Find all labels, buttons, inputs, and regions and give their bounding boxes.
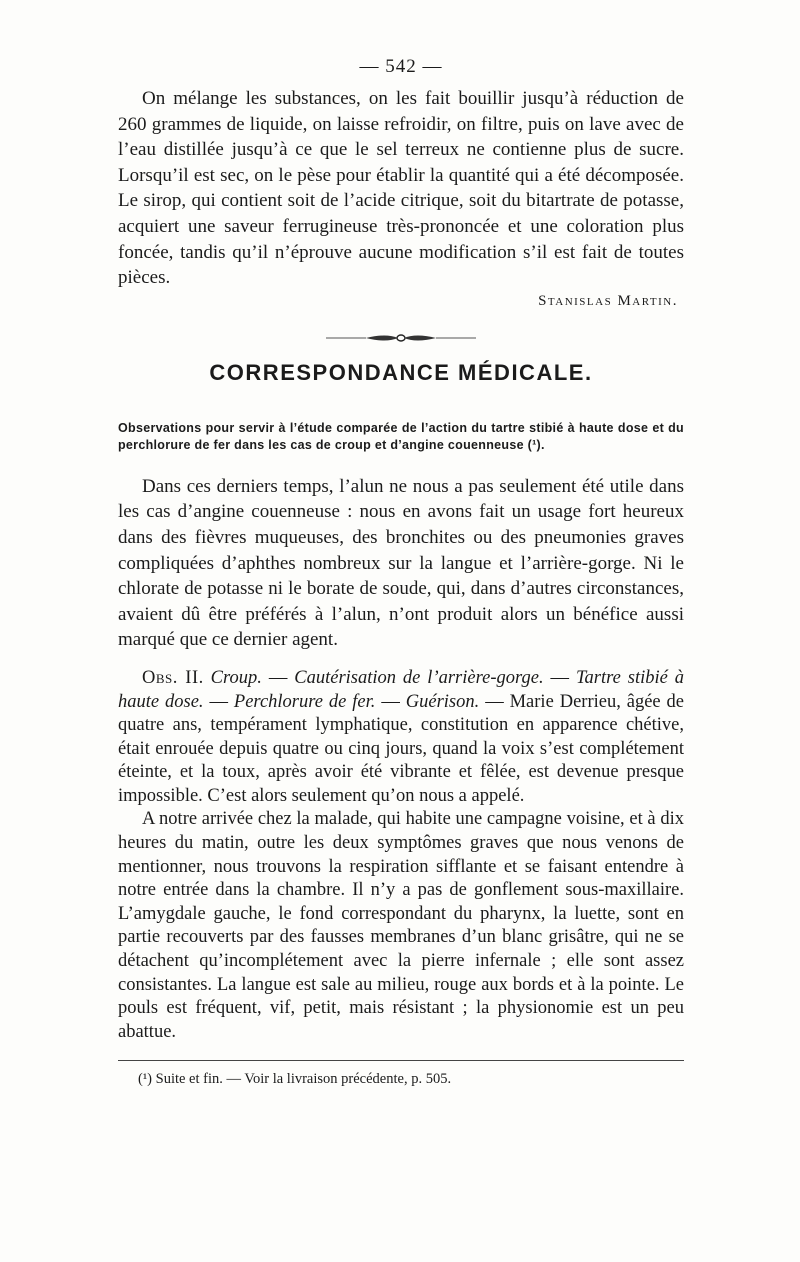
observation-title-tartre: Tartre stibié à haute dose.	[118, 667, 685, 712]
footnote: (¹) Suite et fin. — Voir la livraison précédente, p. 505.	[138, 1071, 452, 1088]
observation-label: Obs. II.	[142, 667, 204, 688]
observation-paragraph	[118, 667, 684, 809]
document-page	[118, 56, 684, 1088]
ornament-divider-icon	[118, 330, 684, 346]
section-title: CORRESPONDANCE MÉDICALE.	[209, 359, 593, 385]
article-subheading	[118, 420, 684, 454]
observation-title-croup: Croup.	[210, 667, 262, 688]
footnote-mark: (¹).	[527, 437, 545, 452]
body-paragraph: Dans ces derniers temps, l’alun ne nous a pas seulement été utile dans les cas d’angine couenneuse : nous en avons fait un usage fort heureux dans des fièvres muqueuses, des bronchites ou des pneumonies graves compliquées d’aphthes nombreux sur la langue et l’arrière-gorge. Ni le chlorate de potasse ni le borate de soude, qui, dans d’autres circonstances, avaient dû être préférés à l’alun, n’ont produit alors un bénéfice aussi marqué que ce dernier agent.	[118, 475, 684, 651]
dash: —	[261, 667, 295, 688]
author-signature: Stanislas Martin.	[538, 292, 678, 309]
observation-title-perchlorure: Perchlorure de fer.	[233, 691, 376, 712]
observation-paragraph-2: A notre arrivée chez la malade, qui habite une campagne voisine, et à dix heures du matin, outre les deux symptômes graves que nous venons de mentionner, nous trouvons la respiration sifflante et se faisant entendre à notre entrée dans la chambre. Il n’y a pas de gonflement sous-maxillaire. L’amygdale gauche, le fond correspondant du pharynx, la luette, sont en partie recouverts par des fausses membranes d’un blanc grisâtre, qui ne se détachent qu’incomplétement avec la pierre infernale ; elle sont assez consistantes. La langue est sale au milieu, rouge aux bords et à la pointe. Le pouls est fréquent, vif, petit, mais résistant ; la physionomie est un peu abattue.	[118, 809, 684, 1042]
footnote-divider	[118, 1060, 684, 1061]
page-number: — 542 —	[359, 56, 443, 77]
dash: —	[203, 691, 234, 712]
dash: —	[375, 691, 406, 712]
observation-text: — Marie Derrieu, âgée de quatre ans, tempérament lymphatique, constitution en apparence chétive, était enrouée depuis quatre ou cinq jours, quand la voix s’est complétement éteinte, et la toux, après avoir été vibrante et fêlée, est devenue presque impossible. C’est alors seulement qu’on nous a appelé.	[118, 691, 685, 806]
observation-title-guerison: Guérison.	[405, 691, 480, 712]
subheading-text: Observations pour servir à l’étude comparée de l’action du tartre stibié à haute dose et du perchlorure de fer dans les cas de croup et d’angine couenneuse	[118, 420, 684, 452]
observation-title-cauterisation: Cautérisation de l’arrière-gorge.	[294, 667, 544, 688]
dash: —	[543, 667, 576, 688]
intro-paragraph: On mélange les substances, on les fait bouillir jusqu’à réduction de 260 grammes de liquide, on laisse refroidir, on filtre, puis on lave avec de l’eau distillée jusqu’à ce que le sel terreux ne contienne plus de sucre. Lorsqu’il est sec, on le pèse pour établir la quantité qui a été décomposée. Le sirop, qui contient soit de l’acide citrique, soit du bitartrate de potasse, acquiert une saveur ferrugineuse très-prononcée et une coloration plus foncée, tandis qu’il n’éprouve aucune modification s’il est fait de toutes pièces.	[118, 88, 684, 289]
